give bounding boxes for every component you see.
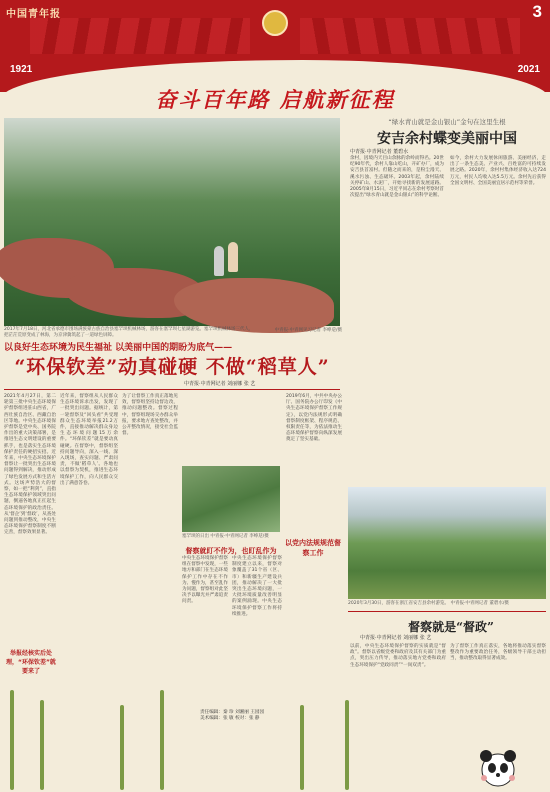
main-byline: 中青报·中青网记者 刘丽娜 张 艺	[184, 381, 256, 387]
box-byline: 中青报·中青网记者 刘丽娜 张 艺	[360, 635, 432, 641]
yucun-photo-caption: 2020年3月30日，游客在浙江省安吉县余村游览。 中青报·中青网记者 董碧水/摄	[348, 601, 509, 606]
year-left: 1921	[10, 64, 33, 75]
divider	[348, 611, 546, 612]
yucun-village-photo	[348, 487, 546, 599]
flag-decoration-left	[30, 18, 250, 54]
main-column-5: 中央生态环境保护督察制度建立以来，督察对象覆盖了31个省（区、市）和新疆生产建设兵团，推动解决了一大批突出生态环境问题，一大批环境质量改善明显的案例涌现。中央生态环境保护督察工作将持续推进。	[232, 556, 282, 617]
main-column-2: 近年来，督察组从人民群众生态环境诉求出发，发现了一批突出问题。据统计，第一轮督察及“回头看”共受理群众生态环境举报21.2万件，直接推动解决群众身边生态环境问题15万余件。“环保钦差”就是要动真碰硬。在督察中，督察组坚持问题导向，深入一线、深入现场，查实问题、严肃问责，不做‘稻草人’。各地也以督察为契机，推进生态环境保护工作，向人民群众交出了满意答卷。	[60, 394, 118, 486]
page-slogan: 奋斗百年路 启航新征程	[155, 88, 395, 112]
sunrise-photo-caption: 塞罕坝的日出 中青报·中青网记者 李峥苨/摄	[182, 534, 269, 539]
main-photo-forest	[4, 118, 340, 326]
divider	[4, 389, 340, 390]
main-column-1: 2021年4月27日，第二轮第三批中央生态环境保护督察组进驻山西省，广西壮族自治区、西藏自治区等地。中央生态环境保护督察是党中央、国务院作出的重大决策部署，是推进生态文明建设的重要抓手，也是落实生态环境保护责任的硬招实招。近年来，中央生态环境保护督察让一批突出生态环境问题得到解决，推动形成了绿色发展方式和生活方式。这场声势浩大的督察，如一把“利剑”，直指生态环境保护领域突出问题，倒逼各地真正扛起生态环境保护的政治责任。从‘督企’到‘督政’，从查处问题到推动整改，中央生态环境保护督察制度不断完善，督察效果显著。	[4, 394, 56, 536]
right-article-subtitle: “绿水青山就是金山银山”金句在这里生根	[388, 118, 506, 126]
main-column-6: 2019年6月，中共中央办公厅、国务院办公厅印发《中央生态环境保护督察工作规定》，以党内法规形式明确督察制度框架、程序规范、权限责任等，为依法推动生态环境保护督察向纵深发展奠定了坚实基础。	[286, 394, 342, 443]
article-intro-line: 以良好生态环境为民生福祉 以美丽中国的期盼为底气——	[4, 343, 233, 353]
flag-decoration-right	[300, 18, 520, 54]
year-right: 2021	[517, 64, 540, 75]
panda-icon	[470, 740, 526, 788]
editor-line-1: 责任编辑：秦 珍 刘湘丽 王园园	[200, 710, 265, 715]
editor-credits	[200, 710, 264, 722]
sunrise-photo	[182, 466, 280, 532]
box-column-1: 以前，中央生态环境保护督察的实质就是“督政”。督察以省级党委和政府及其有关部门为重点，突出压力传导，推动落实地方党委和政府生态环境保护“党政同责”“一岗双责”。	[350, 644, 446, 668]
main-photo-credit: 中青报·中青网见习记者 李峥苨/摄	[274, 328, 342, 333]
right-article-byline: 中青报·中青网记者 董碧水	[350, 149, 409, 155]
bamboo-decoration	[120, 705, 124, 790]
party-emblem-icon	[262, 10, 288, 36]
right-column-1: 余村，因境内天目山余脉的余岭而得名。20世纪90年代，余村人靠山吃山，开矿办厂，成为安吉县首富村。但随之而来的，是粉尘漫天、溪水污浊、生态破坏。2003年起，余村陆续关停矿山、水泥厂，开始寻找新的发展道路。2005年8月15日，习近平同志在余村考察时首次提出“绿水青山就是金山银山”的科学论断。	[350, 156, 444, 199]
box-column-2: 为了督察工作真正落实，各地将推动落实督察整改作为重要政治任务，各级领导干部主动担当，推动整改取得显著成效。	[450, 644, 546, 662]
bamboo-decoration	[40, 700, 44, 790]
right-article-headline: 安吉余村蝶变美丽中国	[377, 131, 517, 147]
box-headline: 督察就是“督政”	[408, 620, 494, 634]
main-column-3: 为了让督察工作真正落地见效，督察组坚持边督边改，推动问题整改。督察过程中，督察组现场交办群众举报，要求地方查处整改，并公开整改情况，接受社会监督。	[122, 394, 178, 437]
editor-line-2: 美术编辑：张 敏 校对：张 静	[200, 716, 260, 721]
rock-formation	[174, 278, 334, 333]
main-subheading-2: 督察就盯不作为，也盯乱作为	[185, 547, 277, 555]
newspaper-masthead: 中国青年报	[6, 9, 61, 20]
page-number: 3	[532, 2, 542, 21]
main-headline: “环保钦差”动真碰硬 不做“稻草人”	[14, 356, 330, 378]
tourist-figure	[228, 242, 238, 272]
bamboo-decoration	[10, 690, 14, 790]
main-column-4: 中央生态环境保护督察组在督察中发现，一些地方和部门在生态环境保护工作中存在不作为、慢作为，甚至乱作为问题，督察组对此坚决予以曝光并严肃追责问责。	[182, 556, 228, 605]
bamboo-decoration	[345, 700, 349, 790]
bamboo-decoration	[160, 690, 164, 790]
bamboo-decoration	[300, 705, 304, 790]
tourist-figure	[214, 246, 224, 276]
main-subheading-1: 举报经核实后处理，“环保钦差”就要来了	[6, 650, 56, 675]
main-subheading-3: 以党内法规规范督察工作	[285, 539, 341, 557]
right-column-2: 如今，余村大力发展休闲旅游、美丽经济，走出了一条生态美、产业兴、百姓富的可持续发展之路。2020年，余村村集体经济收入达724万元，村民人均收入达5.5万元。余村先后获得全国文明村、全国美丽宜居示范村等荣誉。	[450, 156, 546, 186]
main-photo-caption: 2017年7月18日，河北省承德市围场满族蒙古族自治县塞罕坝机械林场，游客在塞罕坝七星湖游览。塞罕坝机械林场三代人，把茫茫荒原变成了林海，为京津冀筑起了一道绿色屏障。	[4, 327, 254, 338]
